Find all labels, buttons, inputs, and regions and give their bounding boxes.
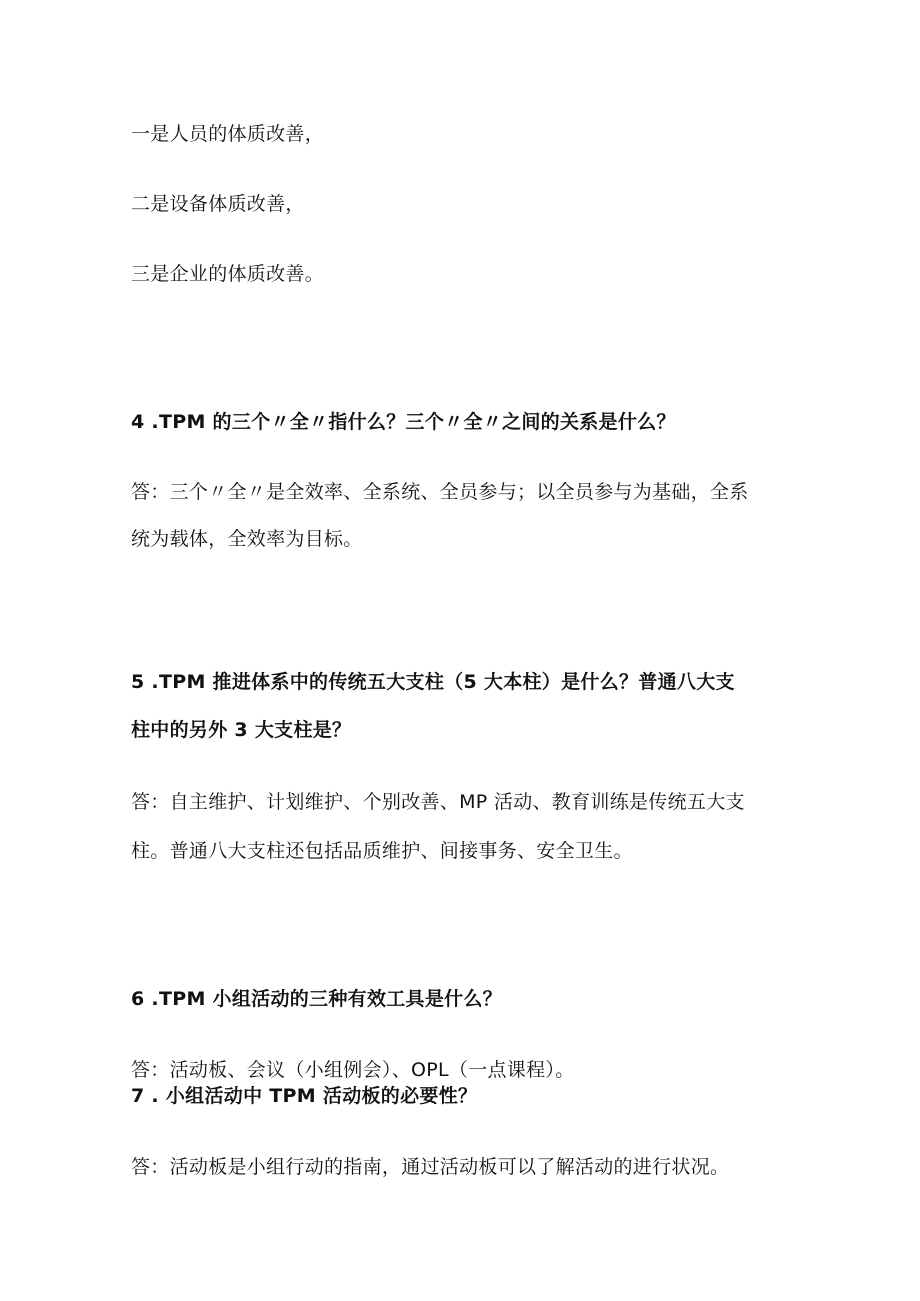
answer-6: 答：活动板、会议（小组例会）、OPL（一点课程）。 [131,1059,575,1081]
intro-line-2: 二是设备体质改善， [131,193,305,215]
question-4: 4 .TPM 的三个〃全〃指什么？三个〃全〃之间的关系是什么？ [131,411,676,433]
question-7: 7 . 小组活动中 TPM 活动板的必要性？ [131,1085,478,1107]
answer-5-line-2: 柱。普通八大支柱还包括品质维护、间接事务、安全卫生。 [131,840,633,862]
intro-line-3: 三是企业的体质改善。 [131,263,325,285]
answer-7: 答：活动板是小组行动的指南，通过活动板可以了解活动的进行状况。 [131,1156,730,1178]
answer-4-line-2: 统为载体，全效率为目标。 [131,528,363,550]
answer-5-line-1: 答：自主维护、计划维护、个别改善、MP 活动、教育训练是传统五大支 [131,791,745,813]
answer-4-line-1: 答：三个〃全〃是全效率、全系统、全员参与；以全员参与为基础，全系 [131,481,749,503]
question-5-line-2: 柱中的另外 3 大支柱是？ [131,719,352,741]
question-6: 6 .TPM 小组活动的三种有效工具是什么？ [131,988,503,1010]
question-5-line-1: 5 .TPM 推进体系中的传统五大支柱（5 大本柱）是什么？普通八大支 [131,671,735,693]
intro-line-1: 一是人员的体质改善， [131,123,325,145]
